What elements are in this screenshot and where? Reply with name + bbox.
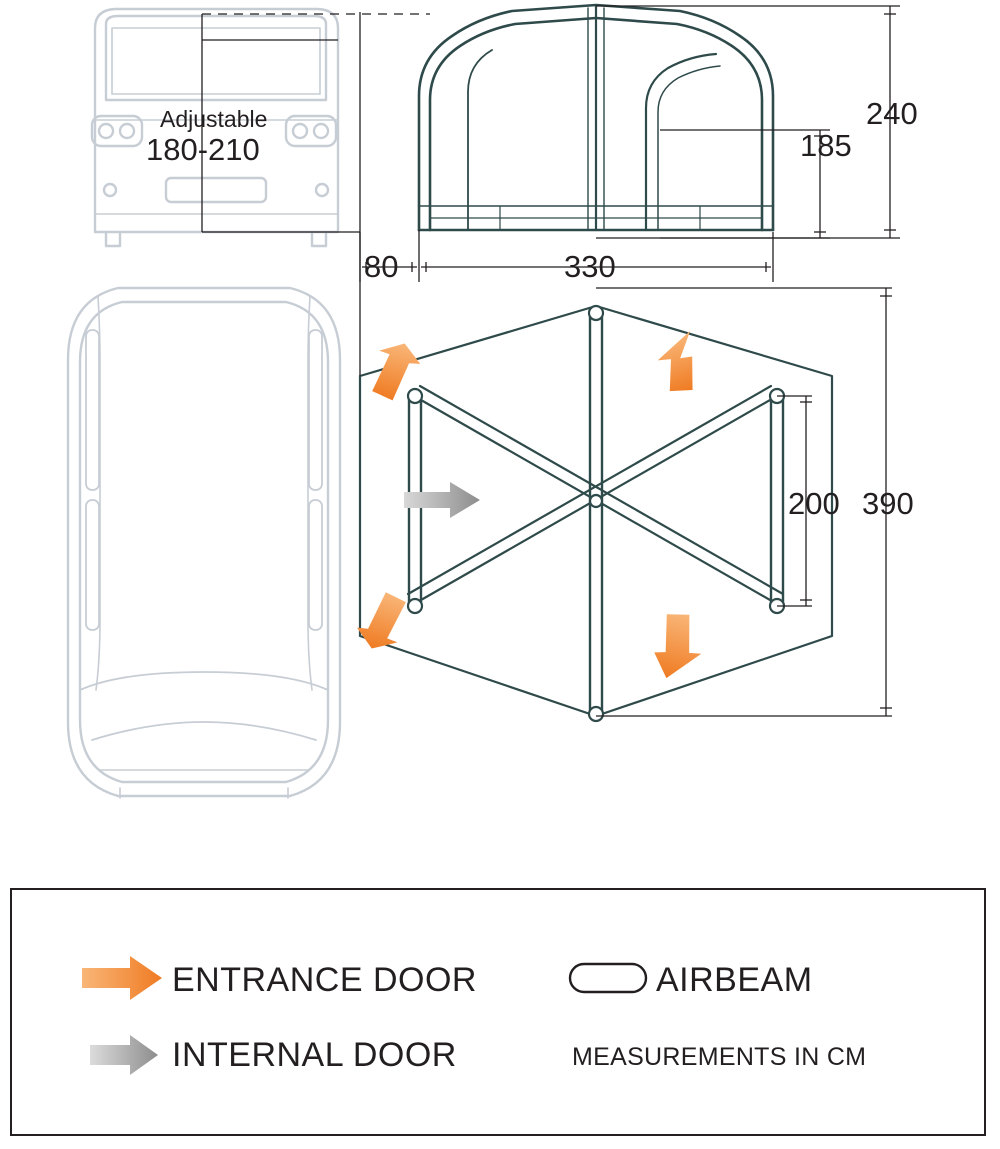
dimension-label-390: 390 bbox=[862, 486, 914, 521]
legend-panel bbox=[10, 888, 986, 1136]
entrance-arrow-bottom-left bbox=[353, 587, 410, 655]
awning-plan-outline bbox=[360, 306, 832, 716]
dimension-label-200: 200 bbox=[788, 486, 840, 521]
legend-airbeam-icon bbox=[570, 964, 646, 992]
dimension-label-80: 80 bbox=[364, 249, 399, 284]
awning-plan-beam-joints bbox=[408, 306, 784, 721]
vehicle-top-view bbox=[68, 288, 340, 798]
entrance-arrow-bottom-right bbox=[649, 609, 710, 685]
legend-entrance-door-label: ENTRANCE DOOR bbox=[172, 961, 477, 999]
legend-airbeam-label: AIRBEAM bbox=[656, 961, 813, 999]
awning-elevation bbox=[419, 5, 773, 230]
awning-plan-airbeams bbox=[408, 308, 783, 717]
legend-vector-layer bbox=[12, 890, 988, 1138]
adjustable-label: Adjustable bbox=[160, 106, 268, 132]
legend-measurements-note: MEASUREMENTS IN CM bbox=[572, 1043, 867, 1071]
legend-internal-arrow-icon bbox=[90, 1035, 158, 1075]
legend-entrance-arrow-icon bbox=[82, 956, 162, 1000]
adjustable-range-label: 180-210 bbox=[146, 132, 260, 167]
dimension-label-185: 185 bbox=[800, 128, 852, 163]
dimension-label-240: 240 bbox=[866, 96, 918, 131]
entrance-arrow-top-right bbox=[652, 331, 708, 398]
legend-internal-door-label: INTERNAL DOOR bbox=[172, 1036, 457, 1074]
dimension-label-330: 330 bbox=[564, 249, 616, 284]
internal-door-arrow bbox=[404, 482, 480, 518]
